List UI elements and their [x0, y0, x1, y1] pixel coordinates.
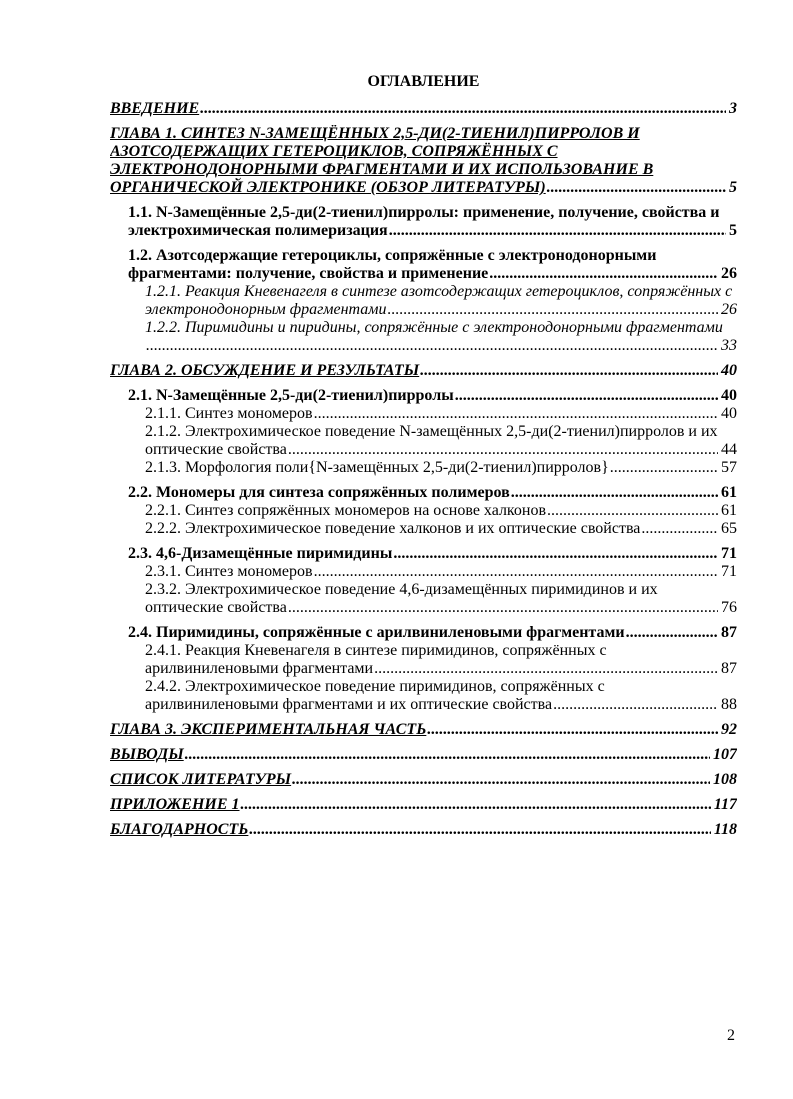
toc-page-number: 33 [718, 337, 737, 355]
table-of-contents [110, 93, 737, 839]
toc-entry-section-2-4 [110, 624, 737, 642]
toc-entry-title: ГЛАВА 3. ЭКСПЕРИМЕНТАЛЬНАЯ ЧАСТЬ ..... [110, 721, 426, 738]
toc-entry-title: ПРИЛОЖЕНИЕ 1 ..... [110, 796, 240, 813]
toc-entry-title: 2.2. Мономеры для синтеза сопряжённых полимеров ..... [128, 484, 510, 501]
toc-entry-subsection-2-3-2 [110, 581, 737, 617]
toc-page-number: 44 [718, 441, 737, 459]
toc-page-number: 3 [726, 100, 737, 118]
toc-entry-acknowledgements [110, 821, 737, 839]
toc-entry-subsection-1-2-1 [110, 283, 737, 319]
page-number: 2 [727, 1027, 735, 1044]
toc-entry-subsection-2-1-2 [110, 423, 737, 459]
toc-entry-title: 1.2.2. Пиримидины и пиридины, сопряжённые с электронодонорными фрагментами [145, 319, 723, 336]
toc-entry-references [110, 771, 737, 789]
toc-entry-title: 2.1.2. Электрохимическое поведение N-замещённых 2,5-ди(2-тиенил)пирролов и их оптические свойства ..... [145, 423, 718, 458]
toc-entry-chapter-2 [110, 362, 737, 380]
toc-entry-title: 2.4.1. Реакция Кневенагеля в синтезе пиримидинов, сопряжённых с арилвиниленовыми фрагментами ..... [145, 642, 607, 677]
toc-page-number: 71 [718, 545, 737, 563]
toc-entry-introduction [110, 100, 737, 118]
toc-entry-section-2-1 [110, 387, 737, 405]
toc-page-number: 40 [718, 362, 737, 380]
toc-entry-section-1-2 [110, 247, 737, 283]
toc-page-number: 61 [718, 502, 737, 520]
toc-entry-title: 2.1.3. Морфология поли{N-замещённых 2,5-ди(2-тиенил)пирролов} ..... [145, 459, 609, 476]
toc-page-number: 57 [718, 459, 737, 477]
toc-entry-title: 2.1.1. Синтез мономеров ..... [145, 405, 313, 422]
toc-entry-title: 2.4.2. Электрохимическое поведение пиримидинов, сопряжённых с арилвиниленовыми фрагментами и их оптические свойства ..... [145, 678, 605, 713]
toc-entry-title: ГЛАВА 2. ОБСУЖДЕНИЕ И РЕЗУЛЬТАТЫ ..... [110, 362, 419, 379]
toc-page-number: 87 [718, 624, 737, 642]
toc-entry-title: 2.3. 4,6-Дизамещённые пиримидины ..... [128, 545, 392, 562]
toc-entry-chapter-3 [110, 721, 737, 739]
toc-page-number: 40 [718, 387, 737, 405]
toc-entry-subsection-1-2-2 [110, 319, 737, 355]
toc-page-number: 76 [718, 599, 737, 617]
toc-entry-subsection-2-4-2 [110, 678, 737, 714]
toc-page-number: 26 [718, 301, 737, 319]
toc-heading: ОГЛАВЛЕНИЕ [367, 73, 480, 90]
toc-entry-title: БЛАГОДАРНОСТЬ ..... [110, 821, 248, 838]
toc-page-number: 108 [710, 771, 737, 789]
toc-entry-title: 1.2. Азотсодержащие гетероциклы, сопряжённые с электронодонорными фрагментами: получение, свойства и применение ..... [128, 247, 656, 282]
toc-entry-section-2-3 [110, 545, 737, 563]
toc-page-number: 88 [718, 696, 737, 714]
toc-entry-subsection-2-1-3 [110, 459, 737, 477]
toc-entry-title: 2.2.1. Синтез сопряжённых мономеров на основе халконов ..... [145, 502, 546, 519]
toc-entry-appendix-1 [110, 796, 737, 814]
toc-page-number: 118 [711, 821, 737, 839]
toc-entry-section-2-2 [110, 484, 737, 502]
toc-entry-title: 2.2.2. Электрохимическое поведение халконов и их оптические свойства ..... [145, 520, 640, 537]
toc-page-number: 5 [726, 179, 737, 197]
toc-entry-title: 2.4. Пиримидины, сопряжённые с арилвиниленовыми фрагментами ..... [128, 624, 625, 641]
toc-entry-subsection-2-3-1 [110, 563, 737, 581]
toc-page-number: 65 [718, 520, 737, 538]
toc-page-number: 71 [718, 563, 737, 581]
toc-page-number: 26 [718, 265, 737, 283]
toc-entry-title: ВЫВОДЫ ..... [110, 746, 184, 763]
toc-entry-title: 1.1. N-Замещённые 2,5-ди(2-тиенил)пирролы: применение, получение, свойства и электрохимическая полимеризация ..... [128, 204, 720, 239]
toc-page-number: 107 [710, 746, 737, 764]
toc-page-number: 92 [718, 721, 737, 739]
toc-entry-title: 2.3.2. Электрохимическое поведение 4,6-дизамещённых пиримидинов и их оптические свойства ..... [145, 581, 658, 616]
toc-entry-title: СПИСОК ЛИТЕРАТУРЫ ..... [110, 771, 291, 788]
toc-page-number: 117 [711, 796, 737, 814]
toc-entry-chapter-1 [110, 125, 737, 197]
toc-entry-conclusions [110, 746, 737, 764]
toc-page-number: 5 [726, 222, 737, 240]
toc-entry-title: 2.3.1. Синтез мономеров ..... [145, 563, 313, 580]
toc-entry-subsection-2-2-1 [110, 502, 737, 520]
toc-entry-title: 1.2.1. Реакция Кневенагеля в синтезе азотсодержащих гетероциклов, сопряжённых с электронодонорным фрагментами ..... [145, 283, 732, 318]
toc-page-number: 87 [718, 660, 737, 678]
toc-entry-subsection-2-2-2 [110, 520, 737, 538]
toc-entry-title: ГЛАВА 1. СИНТЕЗ N-ЗАМЕЩЁННЫХ 2,5-ДИ(2-ТИЕНИЛ)ПИРРОЛОВ И АЗОТСОДЕРЖАЩИХ ГЕТЕРОЦИКЛОВ, СОПРЯЖЁННЫХ С ЭЛЕКТРОНОДОНОРНЫМИ ФРАГМЕНТАМИ И ИХ ИСПОЛЬЗОВАНИЕ В ОРГАНИЧЕСКОЙ ЭЛЕКТРОНИКЕ (ОБЗОР ЛИТЕРАТУРЫ) ..... [110, 125, 653, 196]
toc-entry-section-1-1 [110, 204, 737, 240]
toc-entry-subsection-2-4-1 [110, 642, 737, 678]
toc-page-number: 40 [718, 405, 737, 423]
toc-entry-title: 2.1. N-Замещённые 2,5-ди(2-тиенил)пирролы ..... [128, 387, 454, 404]
toc-page-number: 61 [718, 484, 737, 502]
toc-entry-subsection-2-1-1 [110, 405, 737, 423]
toc-entry-title: ВВЕДЕНИЕ ..... [110, 100, 199, 117]
